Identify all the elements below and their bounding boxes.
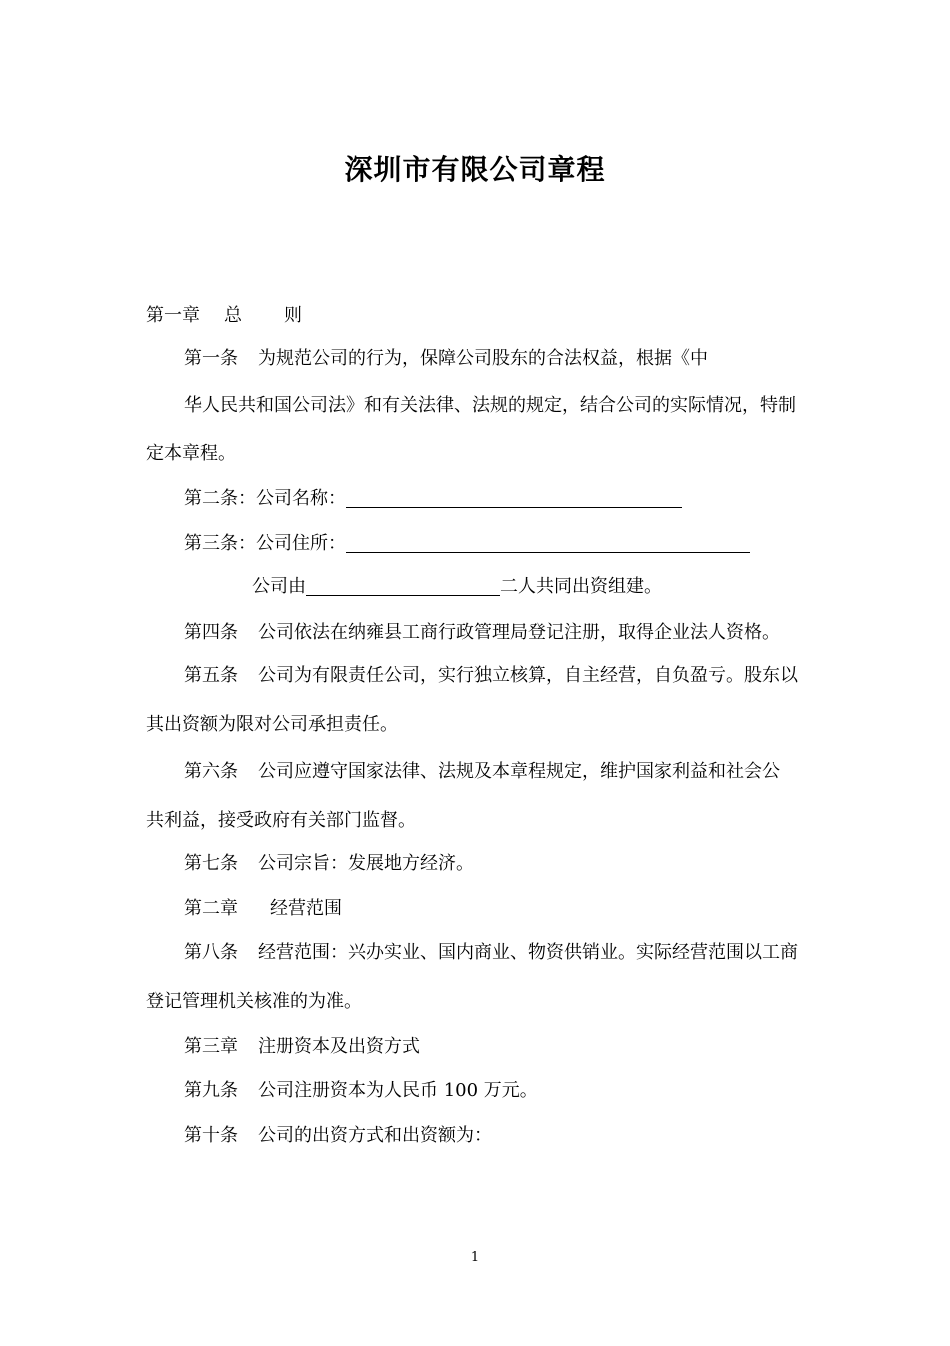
article-7-label: 第七条: [184, 853, 238, 874]
article-4-text: 公司依法在纳雍县工商行政管理局登记注册，取得企业法人资格。: [258, 622, 780, 643]
chapter-3-label: 第三章: [184, 1036, 238, 1057]
chapter-2-heading: [184, 897, 342, 921]
article-5-label: 第五条: [184, 665, 238, 686]
article-5-line-1: [184, 664, 798, 688]
article-6-text-1: 公司应遵守国家法律、法规及本章程规定，维护国家利益和社会公: [258, 761, 780, 782]
chapter-1-label: 第一章: [146, 305, 200, 326]
article-10: [184, 1124, 492, 1148]
article-3: [184, 532, 750, 556]
article-10-label: 第十条: [184, 1125, 238, 1146]
article-1-text-1: 为规范公司的行为，保障公司股东的合法权益，根据《中: [258, 348, 708, 369]
founders-blank: [306, 575, 500, 596]
article-3-label: 第三条：公司住所：: [184, 533, 346, 554]
chapter-2-name: 经营范围: [270, 898, 342, 919]
article-5-line-2: 其出资额为限对公司承担责任。: [146, 714, 398, 735]
article-1-line-3: 定本章程。: [146, 443, 236, 464]
article-10-text: 公司的出资方式和出资额为：: [258, 1125, 492, 1146]
company-name-blank: [346, 487, 682, 508]
article-8-line-2: 登记管理机关核准的为准。: [146, 991, 362, 1012]
article-6-line-1: [184, 760, 780, 784]
article-2: [184, 487, 682, 511]
chapter-1-heading: [146, 304, 302, 328]
company-address-blank: [346, 532, 750, 553]
article-4-label: 第四条: [184, 622, 238, 643]
article-1-label: 第一条: [184, 348, 238, 369]
founders-line: [252, 575, 662, 599]
chapter-3-heading: [184, 1035, 420, 1059]
article-9: [184, 1079, 538, 1103]
article-1-line-2: 华人民共和国公司法》和有关法律、法规的规定，结合公司的实际情况，特制: [184, 395, 796, 416]
article-4: [184, 621, 780, 645]
article-6-line-2: 共利益，接受政府有关部门监督。: [146, 810, 416, 831]
founders-suffix: 二人共同出资组建。: [500, 576, 662, 597]
chapter-1-name-a: 总: [224, 305, 242, 326]
chapter-1-name-b: 则: [284, 305, 302, 326]
article-6-label: 第六条: [184, 761, 238, 782]
article-8-line-1: [184, 941, 798, 965]
article-9-text: 公司注册资本为人民币 100 万元。: [258, 1080, 538, 1101]
article-2-label: 第二条：公司名称：: [184, 488, 346, 509]
article-8-text-1: 经营范围：兴办实业、国内商业、物资供销业。实际经营范围以工商: [258, 942, 798, 963]
chapter-2-label: 第二章: [184, 898, 238, 919]
article-8-label: 第八条: [184, 942, 238, 963]
article-5-text-1: 公司为有限责任公司，实行独立核算，自主经营，自负盈亏。股东以: [258, 665, 798, 686]
founders-prefix: 公司由: [252, 576, 306, 597]
article-9-label: 第九条: [184, 1080, 238, 1101]
article-1-line-1: [184, 347, 708, 371]
article-7: [184, 852, 474, 876]
document-title: 深圳市有限公司章程: [344, 153, 606, 186]
chapter-3-name: 注册资本及出资方式: [258, 1036, 420, 1057]
article-7-text: 公司宗旨：发展地方经济。: [258, 853, 474, 874]
page-number: 1: [470, 1250, 480, 1265]
